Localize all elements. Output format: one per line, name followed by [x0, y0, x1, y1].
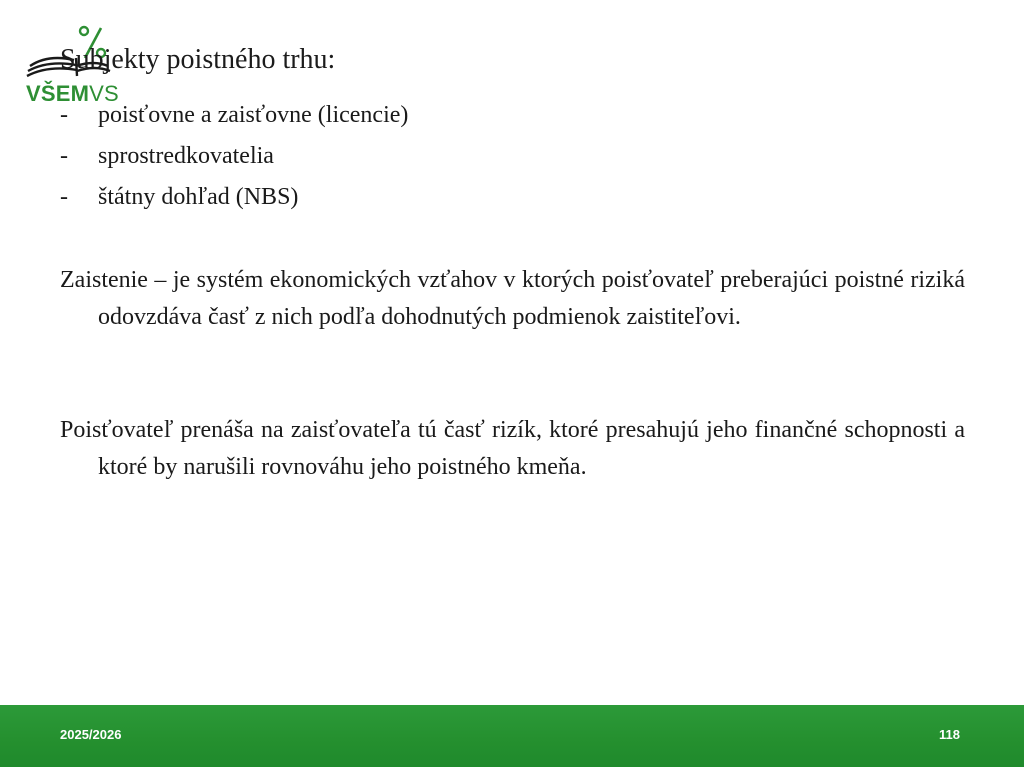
bullet-marker: -	[60, 184, 68, 210]
list-item	[60, 180, 980, 221]
bullet-marker: -	[60, 143, 68, 169]
list-item	[60, 98, 980, 139]
slide-title: Subjekty poistného trhu:	[60, 44, 336, 75]
page-number: 118	[939, 727, 960, 742]
bullet-text: sprostredkovatelia	[98, 143, 274, 169]
logo-text-main: VŠEM	[26, 81, 90, 106]
footer-bar	[0, 705, 1024, 767]
bullet-text: poisťovne a zaisťovne (licencie)	[98, 102, 409, 128]
paragraph-risk-transfer: Poisťovateľ prenáša na zaisťovateľa tú časť rizík, ktoré presahujú jeho finančné schopnosti a ktoré by narušili rovnováhu jeho poistného kmeňa.	[60, 417, 965, 480]
bullet-marker: -	[60, 102, 68, 128]
bullet-list	[60, 98, 980, 221]
logo-text-suffix: VS	[89, 81, 119, 106]
paragraph-reinsurance-definition: Zaistenie – je systém ekonomických vzťahov v ktorých poisťovateľ preberajúci poistné riziká odovzdáva časť z nich podľa dohodnutých podmienok zaistiteľovi.	[60, 267, 965, 330]
list-item	[60, 139, 980, 180]
bullet-text: štátny dohľad (NBS)	[98, 184, 299, 210]
footer-year: 2025/2026	[60, 727, 122, 742]
